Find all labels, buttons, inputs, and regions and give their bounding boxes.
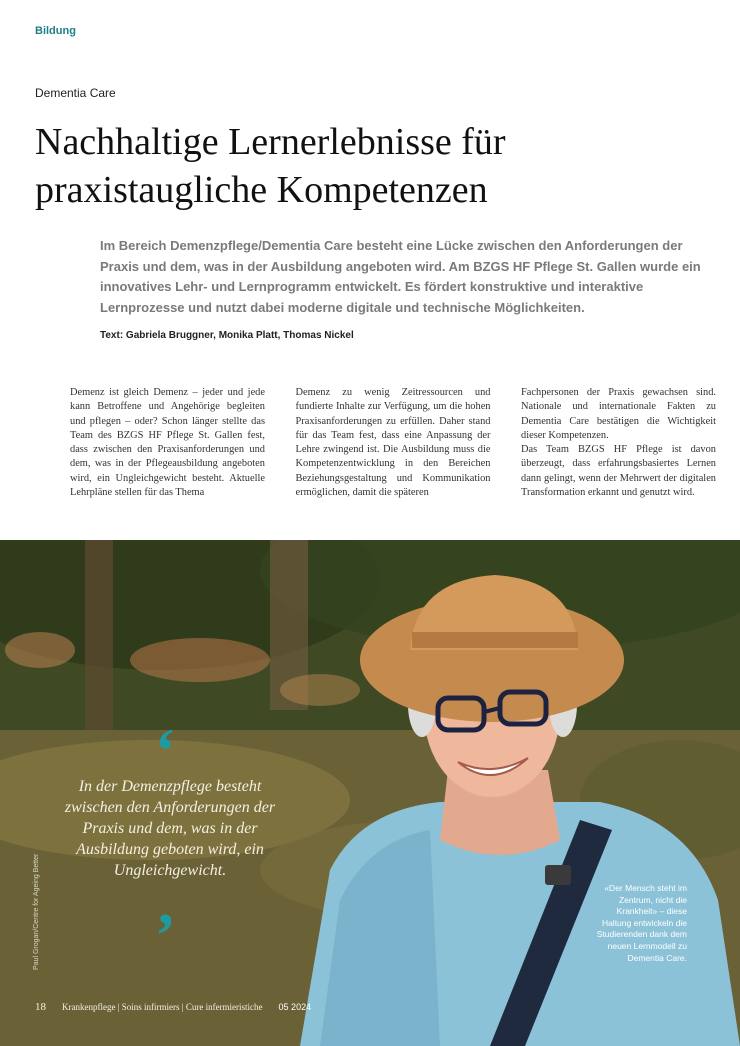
body-column-2 bbox=[296, 386, 491, 500]
body-paragraph: Fachpersonen der Praxis gewachsen sind. Nationale und internationale Fakten zu Dementia Care bestätigen die Wichtigkeit dieser Kompetenzen. bbox=[521, 387, 716, 441]
body-column-3 bbox=[521, 386, 716, 500]
page-footer bbox=[35, 1001, 311, 1013]
page-title: Nachhaltige Lernerlebnisse für praxistaugliche Kompetenzen bbox=[35, 121, 506, 211]
lead-paragraph: Im Bereich Demenzpflege/Dementia Care besteht eine Lücke zwischen den Anforderungen der Praxis und dem, was in der Ausbildung angeboten wird. Am BZGS HF Pflege St. Gallen wurde ein innovatives Lehr- und Lernprogramm entwickelt. Es fördert konstruktive und interaktive Lernprozesse und nutzt dabei moderne digitale und technische Möglichkeiten. bbox=[100, 238, 701, 315]
page-number: 18 bbox=[35, 1001, 46, 1013]
body-column-1 bbox=[70, 386, 265, 500]
body-columns bbox=[70, 386, 716, 500]
quote-open-icon: ‘ bbox=[155, 717, 176, 785]
journal-name: Krankenpflege | Soins infirmiers | Cure infermieristiche bbox=[62, 1002, 263, 1012]
issue-number: 05 2024 bbox=[278, 1002, 312, 1012]
photo-caption: «Der Mensch steht im Zentrum, nicht die Krankheit» – diese Haltung entwickeln die Studierenden dank dem neuen Lernmodell zu Dementia Care. bbox=[596, 883, 687, 963]
section-label: Bildung bbox=[35, 25, 76, 37]
body-paragraph: Demenz zu wenig Zeitressourcen und fundierte Inhalte zur Verfügung, um die hohen Praxisanforderungen zu erfüllen. Daher stand für das Team fest, dass eine Anpassung der Lehre zwingend ist. Die Ausbildung muss die Kompetenzentwicklung in den Bereichen Beziehungsgestaltung und Kommunikation ermöglichen, damit die späteren bbox=[295, 387, 491, 499]
kicker: Dementia Care bbox=[35, 86, 116, 100]
photo-credit: Paul Grogan/Centre for Ageing Better bbox=[33, 853, 40, 970]
pullquote: In der Demenzpflege besteht zwischen den Anforderungen der Praxis und dem, was in der Ausbildung geboten wird, ein Ungleichgewicht. bbox=[64, 778, 276, 879]
byline: Text: Gabriela Bruggner, Monika Platt, Thomas Nickel bbox=[100, 330, 354, 341]
quote-close-icon: ’ bbox=[155, 902, 176, 970]
body-paragraph: Demenz ist gleich Demenz – jeder und jede kann Betroffene und Angehörige begleiten und pflegen – oder? Schon länger stellte das Team des BZGS HF Pflege St. Gallen fest, dass zwischen den Praxisanforderungen und dem, was in der Pflegeausbildung angeboten wird, ein Ungleichgewicht besteht. Aktuelle Lehrpläne stellen für das Thema bbox=[70, 387, 265, 499]
body-paragraph: Das Team BZGS HF Pflege ist davon überzeugt, dass erfahrungsbasiertes Lernen dann gelingt, wenn der Mehrwert der digitalen Transformation erkannt und genutzt wird. bbox=[521, 444, 716, 499]
